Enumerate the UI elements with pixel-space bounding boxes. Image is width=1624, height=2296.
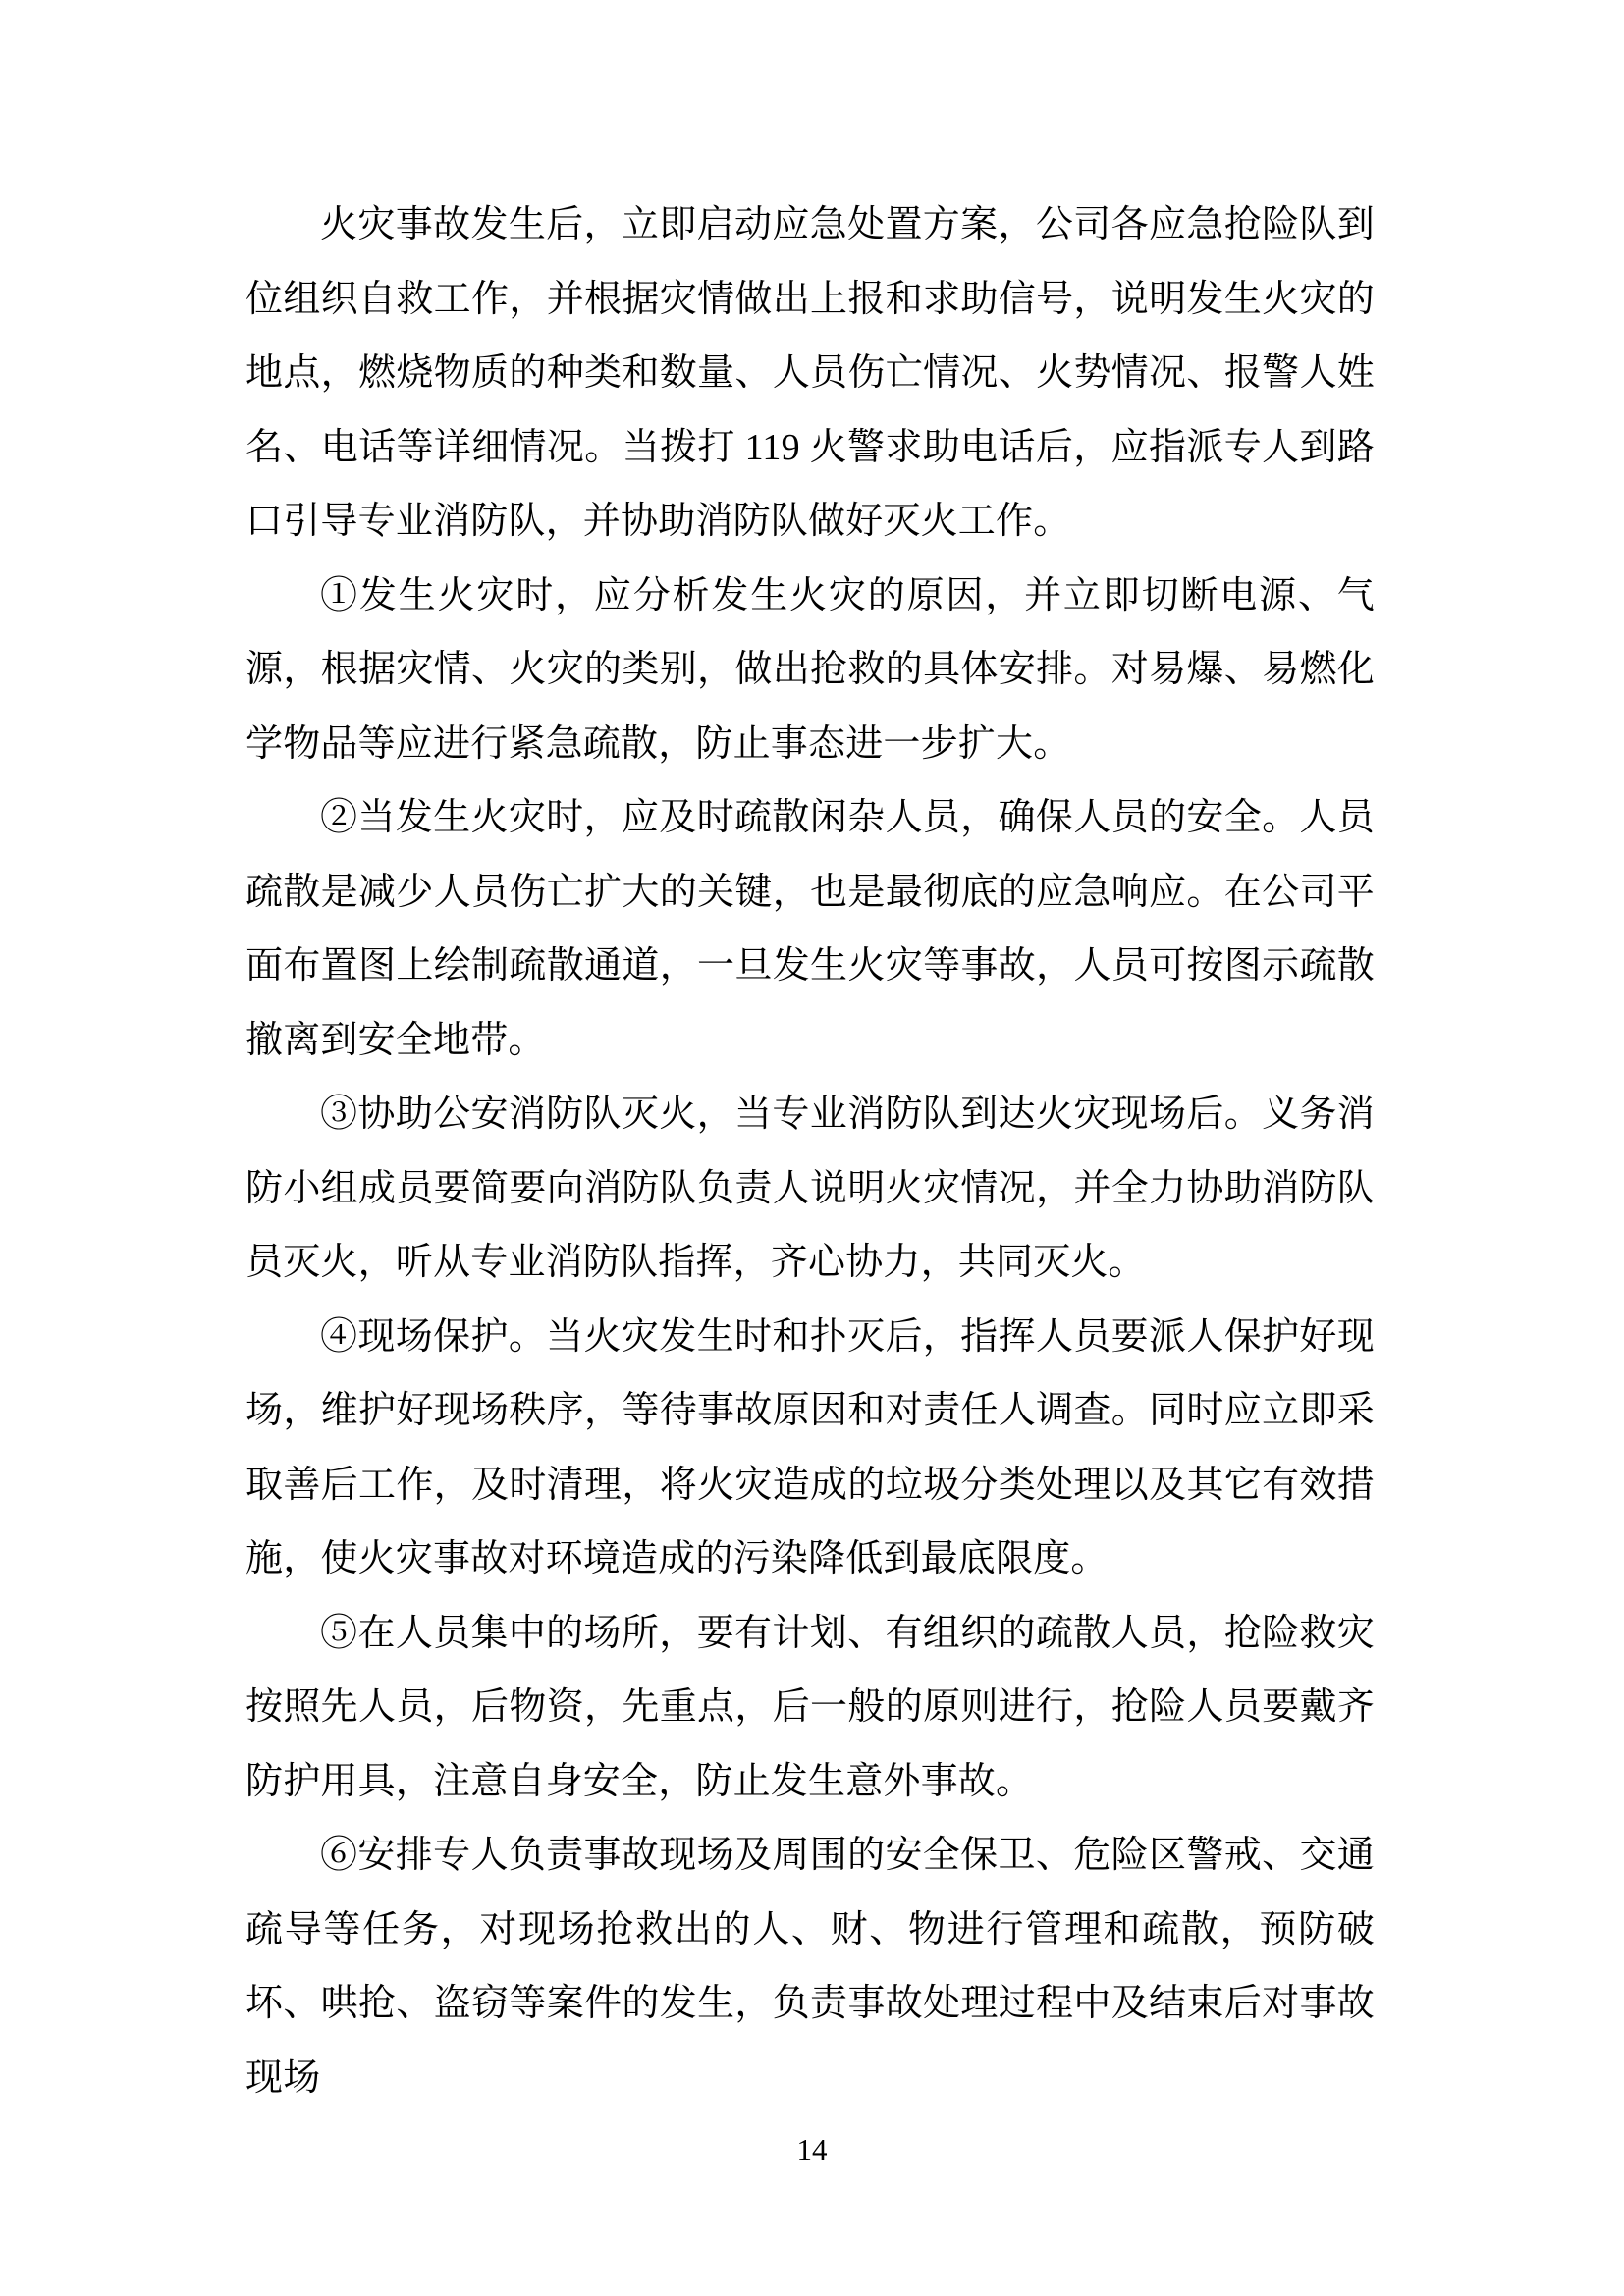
paragraph-item-1: ①发生火灾时，应分析发生火灾的原因，并立即切断电源、气源，根据灾情、火灾的类别，做出抢救的具体安排。对易爆、易燃化学物品等应进行紧急疏散，防止事态进一步扩大。	[245, 574, 1375, 765]
document-body	[245, 188, 1375, 2115]
paragraph-item-5: ⑤在人员集中的场所，要有计划、有组织的疏散人员，抢险救灾按照先人员，后物资，先重点，后一般的原则进行，抢险人员要戴齐防护用具，注意自身安全，防止发生意外事故。	[245, 1612, 1375, 1802]
paragraph-item-2: ②当发生火灾时，应及时疏散闲杂人员，确保人员的安全。人员疏散是减少人员伤亡扩大的关键，也是最彻底的应急响应。在公司平面布置图上绘制疏散通道，一旦发生火灾等事故，人员可按图示疏散撤离到安全地带。	[245, 797, 1375, 1061]
paragraph-item-4: ④现场保护。当火灾发生时和扑灭后，指挥人员要派人保护好现场，维护好现场秩序，等待事故原因和对责任人调查。同时应立即采取善后工作，及时清理，将火灾造成的垃圾分类处理以及其它有效措施，使火灾事故对环境造成的污染降低到最底限度。	[245, 1315, 1375, 1579]
page-number: 14	[796, 2132, 828, 2166]
paragraph-intro: 火灾事故发生后，立即启动应急处置方案，公司各应急抢险队到位组织自救工作，并根据灾情做出上报和求助信号，说明发生火灾的地点，燃烧物质的种类和数量、人员伤亡情况、火势情况、报警人姓名、电话等详细情况。当拨打 119 火警求助电话后，应指派专人到路口引导专业消防队，并协助消防队做好灭火工作。	[245, 204, 1375, 542]
paragraph-item-3: ③协助公安消防队灭火，当专业消防队到达火灾现场后。义务消防小组成员要简要向消防队负责人说明火灾情况，并全力协助消防队员灭火，听从专业消防队指挥，齐心协力，共同灭火。	[245, 1094, 1375, 1283]
paragraph-item-6: ⑥安排专人负责事故现场及周围的安全保卫、危险区警戒、交通疏导等任务，对现场抢救出的人、财、物进行管理和疏散，预防破坏、哄抢、盗窃等案件的发生，负责事故处理过程中及结束后对事故现场	[245, 1835, 1375, 2099]
